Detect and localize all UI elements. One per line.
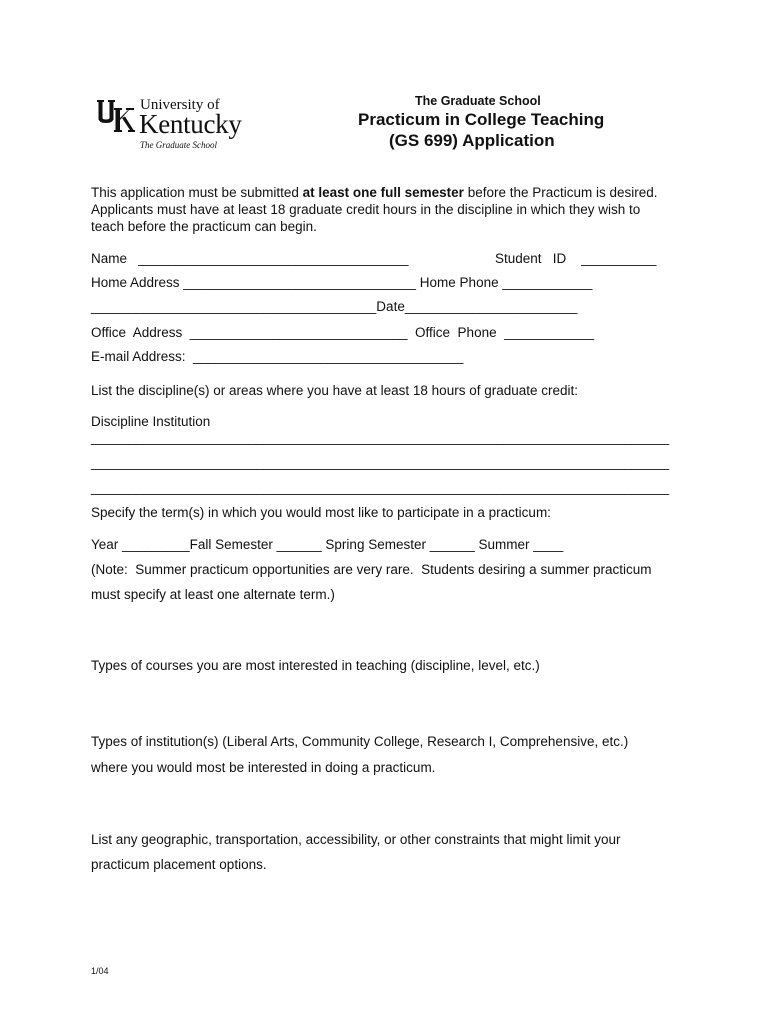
constraints-prompt-line1: List any geographic, transportation, accessibility, or other constraints that might limit your [91,832,621,847]
terms-note-line1: (Note: Summer practicum opportunities are very rare. Students desiring a summer practicum [91,562,652,577]
wordmark-graduate-school: The Graduate School [140,140,217,150]
form-title-line1: Practicum in College Teaching [358,110,605,129]
uk-logo [96,97,256,155]
intro-paragraph [91,184,691,235]
intro-line-2: Applicants must have at least 18 graduate credit hours in the discipline in which they wish to [91,202,641,217]
discipline-blank-line[interactable]: _____________________________________________________________________________ [91,455,670,470]
terms-note-line2: must specify at least one alternate term.) [91,587,335,602]
discipline-blank-line[interactable]: _____________________________________________________________________________ [91,430,670,445]
form-version: 1/04 [91,966,109,976]
uk-monogram-icon [96,99,136,133]
terms-prompt: Specify the term(s) in which you would most like to participate in a practicum: [91,505,551,520]
institutions-prompt-line1: Types of institution(s) (Liberal Arts, Community College, Research I, Comprehensive, etc.) [91,734,629,749]
discipline-prompt: List the discipline(s) or areas where you have at least 18 hours of graduate credit: [91,383,579,398]
wordmark-university-of: University of [140,97,220,113]
intro-emphasis: at least one full semester [302,185,464,200]
institutions-prompt-line2: where you would most be interested in doing a practicum. [91,760,436,775]
intro-line-3: teach before the practicum can begin. [91,219,317,234]
address-date-field[interactable]: ______________________________________Date_______________________ [91,299,578,314]
school-name: The Graduate School [415,94,541,108]
discipline-header: Discipline Institution [91,414,211,429]
constraints-prompt-line2: practicum placement options. [91,857,267,872]
courses-prompt: Types of courses you are most interested in teaching (discipline, level, etc.) [91,658,540,673]
discipline-blank-line[interactable]: _____________________________________________________________________________ [91,480,670,495]
wordmark-kentucky: Kentucky [139,109,242,139]
intro-text-start: This application must be submitted [91,185,303,200]
email-field[interactable]: E-mail Address: ____________________________________ [91,349,464,364]
form-title-line2: (GS 699) Application [389,131,555,150]
intro-text-end: before the Practicum is desired. [463,185,658,200]
home-address-phone-field[interactable]: Home Address _______________________________ Home Phone ____________ [91,275,593,290]
terms-line[interactable]: Year _________Fall Semester ______ Spring Semester ______ Summer ____ [91,537,564,552]
office-address-phone-field[interactable]: Office Address _____________________________ Office Phone ____________ [91,325,595,340]
name-field[interactable]: Name ____________________________________ [91,251,409,266]
student-id-field[interactable]: Student ID __________ [495,251,657,266]
